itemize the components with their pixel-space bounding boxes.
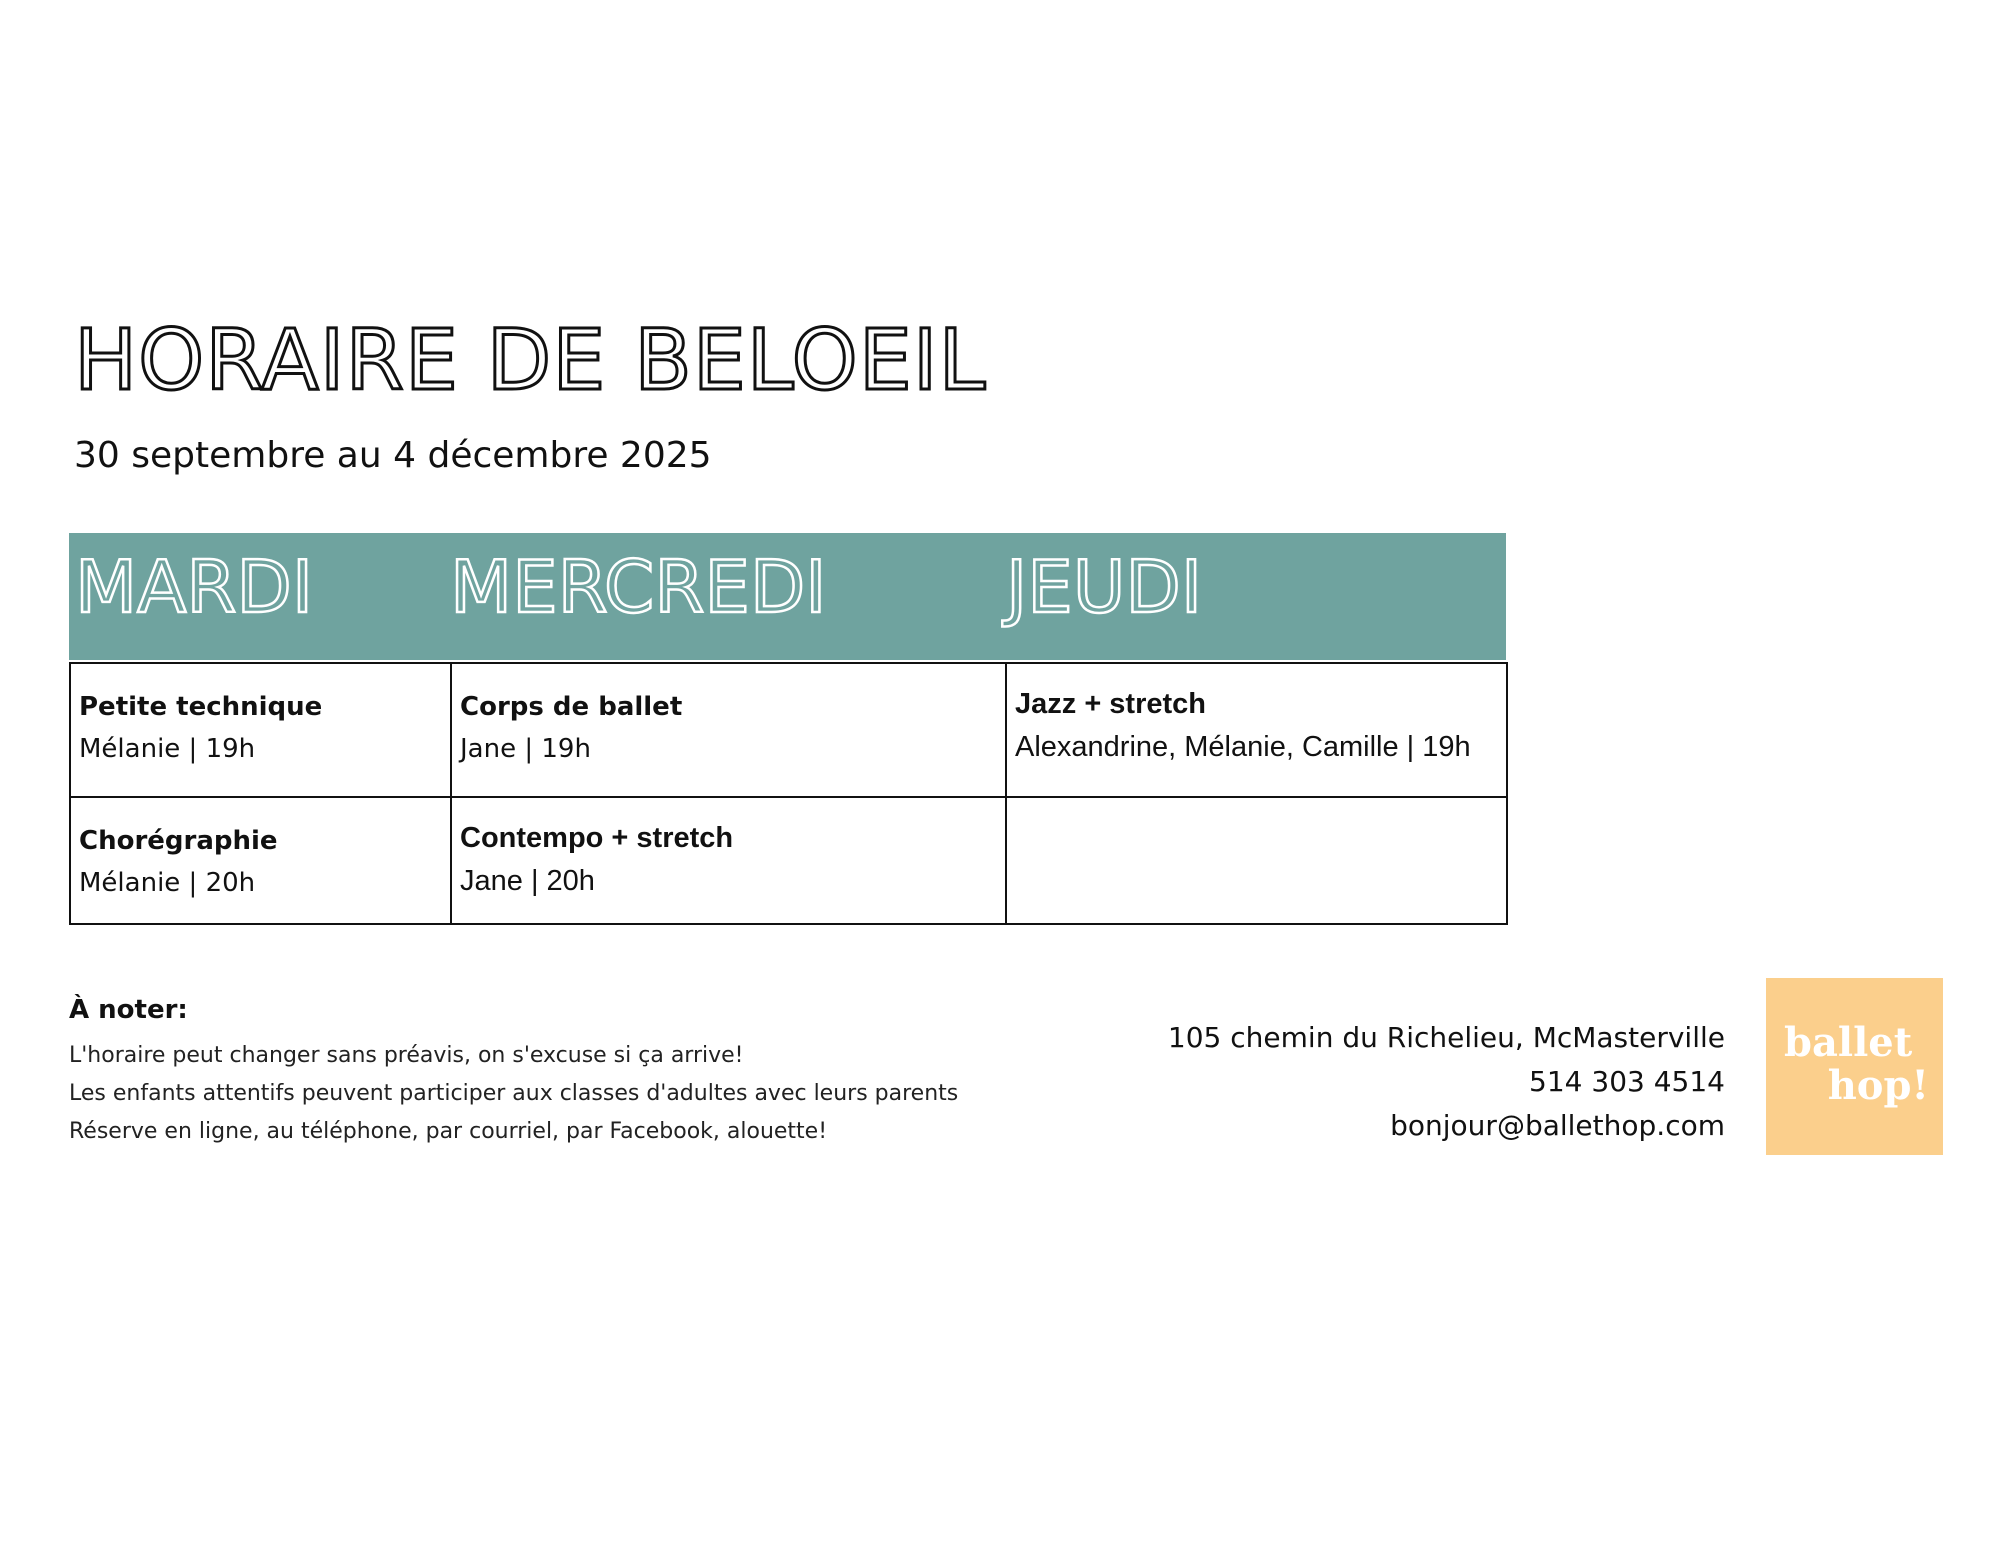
schedule-cell-tuesday-1 (70, 663, 451, 797)
note-line: Les enfants attentifs peuvent participer aux classes d'adultes avec leurs parents (69, 1081, 959, 1106)
schedule-row (70, 663, 1507, 797)
note-line: L'horaire peut changer sans préavis, on s'excuse si ça arrive! (69, 1043, 744, 1068)
class-name: Contempo + stretch (460, 822, 734, 854)
day-header-wednesday: MERCREDI (450, 545, 827, 629)
phone-number: 514 303 4514 (1529, 1065, 1725, 1098)
schedule-cell-wednesday-2 (451, 797, 1006, 924)
day-header-tuesday: MARDI (75, 545, 314, 629)
class-name: Petite technique (79, 692, 323, 722)
schedule-row (70, 797, 1507, 924)
schedule-grid (69, 662, 1508, 925)
schedule-cell-tuesday-2 (70, 797, 451, 924)
class-instructor-time: Mélanie | 19h (79, 734, 256, 764)
schedule-cell-thursday-2 (1006, 797, 1507, 924)
logo-text-line2: hop! (1827, 1062, 1929, 1109)
page-title: HORAIRE DE BELOEIL (74, 311, 987, 409)
contact-info (1168, 1016, 1725, 1148)
class-instructor-time: Jane | 19h (460, 734, 591, 764)
class-name: Corps de ballet (460, 692, 683, 722)
class-name: Jazz + stretch (1015, 688, 1207, 720)
note-line: Réserve en ligne, au téléphone, par courriel, par Facebook, alouette! (69, 1119, 828, 1144)
schedule-table (69, 533, 1506, 898)
class-instructor-time: Jane | 20h (460, 865, 595, 897)
class-instructor-time: Alexandrine, Mélanie, Camille | 19h (1015, 731, 1471, 763)
notes-heading: À noter: (69, 995, 188, 1025)
class-instructor-time: Mélanie | 20h (79, 868, 256, 898)
notes-section (69, 997, 958, 1151)
address: 105 chemin du Richelieu, McMasterville (1167, 1021, 1725, 1054)
logo-text-line1: ballet (1784, 1019, 1913, 1066)
email-address: bonjour@ballethop.com (1390, 1109, 1725, 1142)
day-header-bar (69, 533, 1506, 660)
ballet-hop-logo (1766, 978, 1943, 1155)
date-range-subtitle: 30 septembre au 4 décembre 2025 (74, 435, 712, 476)
day-header-thursday: JEUDI (1006, 545, 1203, 629)
schedule-cell-wednesday-1 (451, 663, 1006, 797)
schedule-cell-thursday-1 (1006, 663, 1507, 797)
class-name: Chorégraphie (79, 826, 278, 856)
